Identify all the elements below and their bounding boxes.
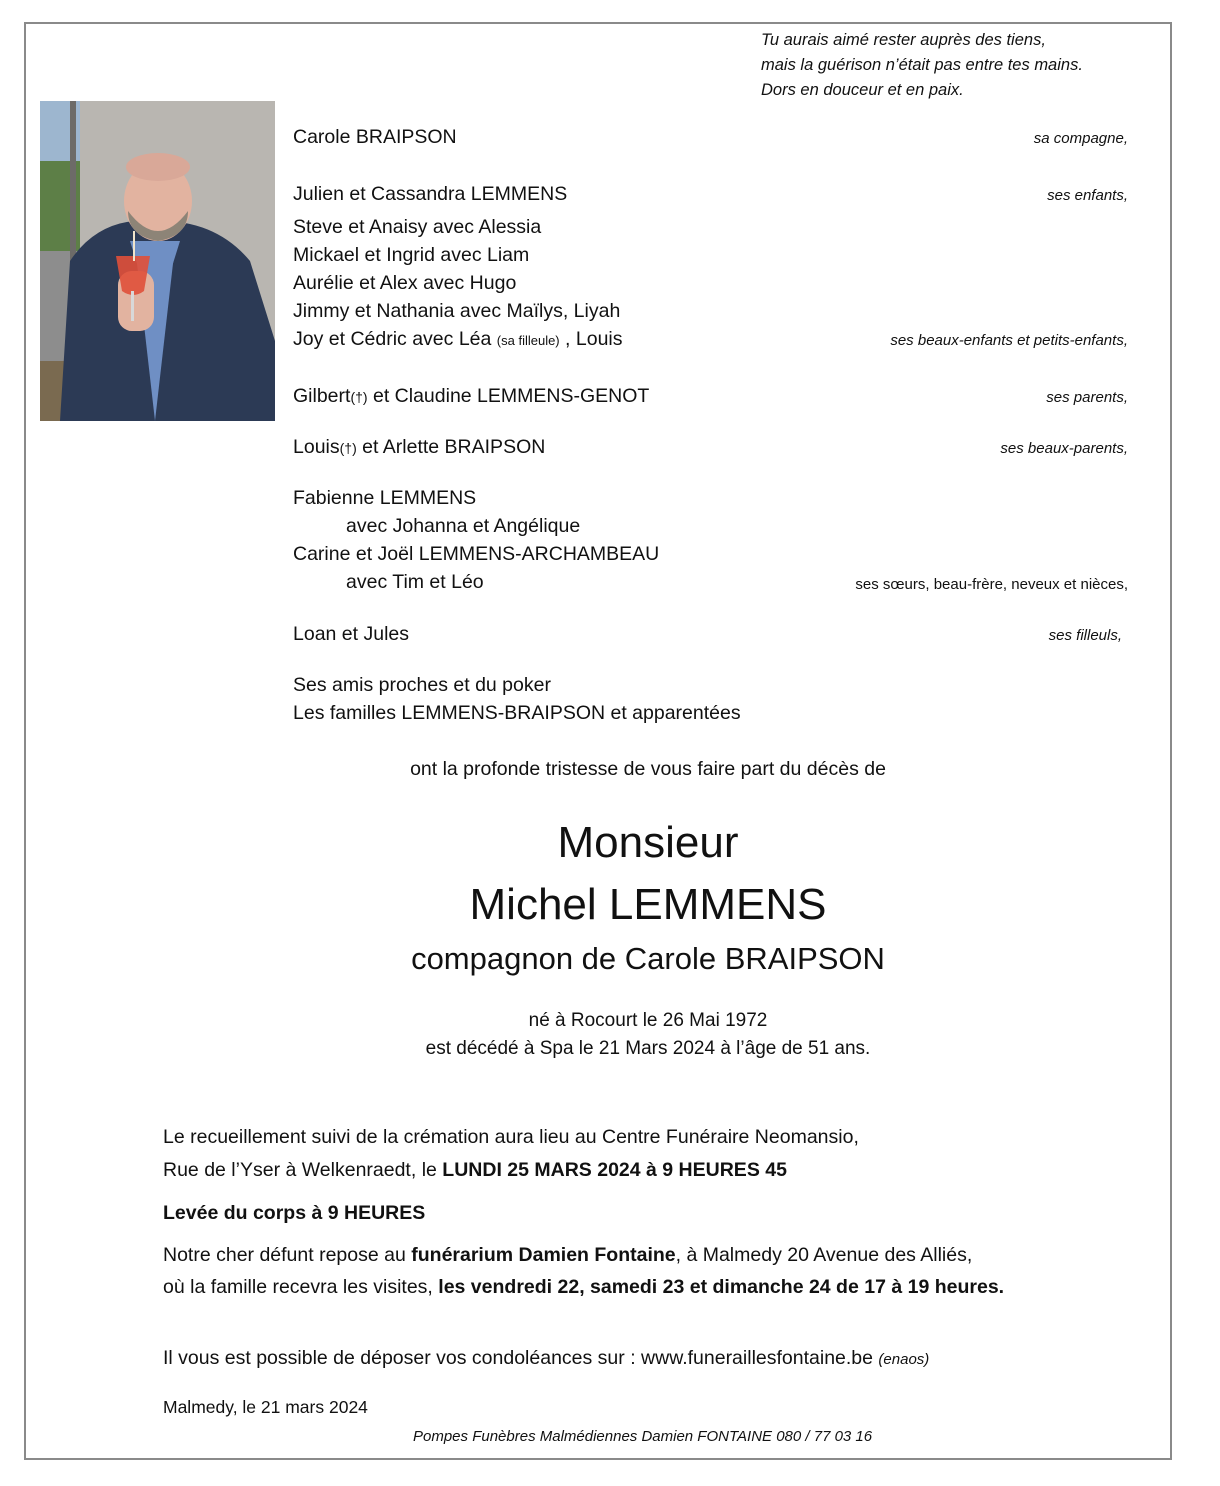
poem-line: Tu aurais aimé rester auprès des tiens, (761, 31, 1046, 49)
relation-godchildren: ses filleuls, (1048, 627, 1122, 644)
relation-parents: ses parents, (1046, 389, 1128, 406)
ceremony-datetime: LUNDI 25 MARS 2024 à 9 HEURES 45 (442, 1159, 787, 1181)
deceased-name: Michel LEMMENS (469, 880, 827, 929)
ceremony-date-line (163, 1159, 787, 1182)
visit-hours-line (163, 1276, 1004, 1299)
parents-rest: et Claudine LEMMENS-GENOT (367, 385, 650, 407)
relation-children: ses enfants, (1047, 187, 1128, 204)
poem (761, 28, 1083, 103)
visit-hours: les vendredi 22, samedi 23 et dimanche 24 de 17 à 19 heures. (438, 1276, 1005, 1298)
poem-line: mais la guérison n’était pas entre tes mains. (761, 56, 1083, 74)
family-step: Aurélie et Alex avec Hugo (293, 272, 517, 294)
levee-text: Levée du corps à 9 HEURES (163, 1202, 426, 1224)
family-parents (293, 385, 649, 408)
ceremony-location: Rue de l’Yser à Welkenraedt, le (163, 1159, 443, 1181)
place-date: Malmedy, le 21 mars 2024 (163, 1397, 368, 1417)
inlaws-rest: et Arlette BRAIPSON (356, 436, 546, 458)
family-step-joy (293, 328, 623, 351)
ceremony-line: Le recueillement suivi de la crémation aura lieu au Centre Funéraire Neomansio, (163, 1126, 859, 1148)
visit-hours-intro: où la famille recevra les visites, (163, 1276, 439, 1298)
funerarium-name: funérarium Damien Fontaine (411, 1244, 676, 1266)
goddaughter-note: (sa filleule) (496, 333, 560, 348)
relation-partner: sa compagne, (1033, 130, 1128, 147)
family-children: Julien et Cassandra LEMMENS (293, 183, 568, 205)
relation-steps: ses beaux-enfants et petits-enfants, (890, 332, 1128, 349)
father-name: Gilbert (293, 385, 351, 407)
family-step-joy-text: Joy et Cédric avec Léa (293, 328, 497, 350)
family-step: Steve et Anaisy avec Alessia (293, 216, 542, 238)
family-partner: Carole BRAIPSON (293, 126, 457, 148)
relation-inlaws: ses beaux-parents, (1000, 440, 1128, 457)
families-line: Les familles LEMMENS-BRAIPSON et apparentées (293, 702, 741, 724)
portrait-illustration (40, 101, 275, 421)
family-sister-children: avec Johanna et Angélique (346, 515, 581, 537)
death-line: est décédé à Spa le 21 Mars 2024 à l’âge de 51 ans. (425, 1038, 871, 1059)
family-sister: Fabienne LEMMENS (293, 487, 477, 509)
family-step: Mickael et Ingrid avec Liam (293, 244, 530, 266)
family-sister-children: avec Tim et Léo (346, 571, 484, 593)
condolences-text: Il vous est possible de déposer vos condoléances sur : www.funeraillesfontaine.be (163, 1347, 879, 1369)
visit-line (163, 1244, 972, 1267)
condolences-line (163, 1347, 929, 1370)
levee-line (163, 1202, 425, 1225)
family-inlaws (293, 436, 545, 459)
poem-line: Dors en douceur et en paix. (761, 81, 964, 99)
condolences-tag: (enaos) (878, 1351, 930, 1368)
family-step: Jimmy et Nathania avec Maïlys, Liyah (293, 300, 621, 322)
relation-siblings: ses sœurs, beau-frère, neveux et nièces, (855, 576, 1128, 593)
family-sister: Carine et Joël LEMMENS-ARCHAMBEAU (293, 543, 660, 565)
birth-line: né à Rocourt le 26 Mai 1972 (528, 1010, 768, 1031)
friends-line: Ses amis proches et du poker (293, 674, 551, 696)
family-step-joy-end: , Louis (559, 328, 623, 350)
dagger-mark: (†) (350, 389, 368, 405)
visit-text: Notre cher défunt repose au (163, 1244, 412, 1266)
father-in-law-name: Louis (293, 436, 340, 458)
footer: Pompes Funèbres Malmédiennes Damien FONTAINE 080 / 77 03 16 (413, 1428, 873, 1445)
funerarium-address: , à Malmedy 20 Avenue des Alliés, (675, 1244, 973, 1266)
deceased-title: Monsieur (557, 818, 739, 867)
portrait-photo (40, 101, 275, 421)
family-godchildren: Loan et Jules (293, 623, 410, 645)
dagger-mark: (†) (339, 440, 357, 456)
announcement: ont la profonde tristesse de vous faire part du décès de (410, 758, 886, 780)
deceased-subtitle: compagnon de Carole BRAIPSON (411, 941, 885, 976)
